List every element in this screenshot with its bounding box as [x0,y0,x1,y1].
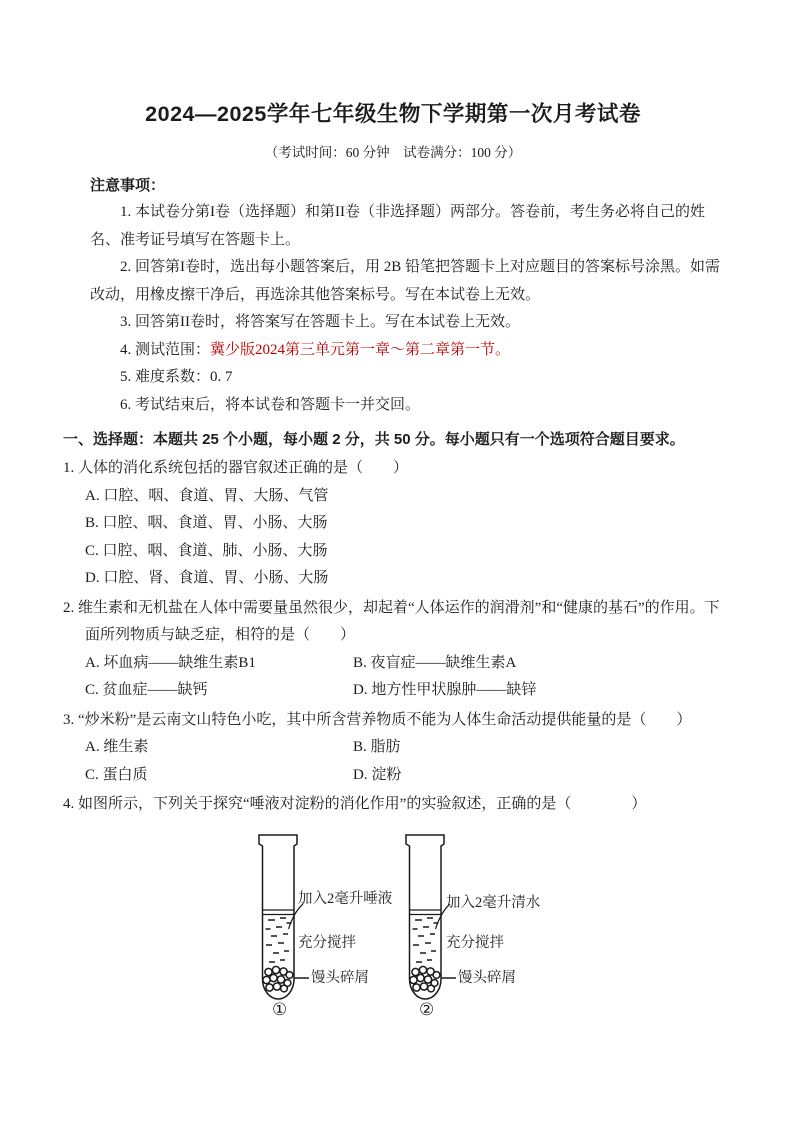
option-a: A. 坏血病——缺维生素B1 [85,654,256,671]
question-text: “炒米粉”是云南文山特色小吃，其中所含营养物质不能为人体生命活动提供能量的是（ ） [78,711,692,728]
liquid-dashes [266,918,292,962]
tube2-crumbs-label: 馒头碎屑 [458,969,516,986]
question-3-stem [63,707,723,735]
test-range-value: 冀少版2024第三单元第一章～第二章第一节。 [210,341,511,358]
question-4-stem [63,791,723,819]
notice-item-4 [90,337,723,365]
notice-item-6: 6. 考试结束后，将本试卷和答题卡一并交回。 [120,396,421,413]
question-text: 人体的消化系统包括的器官叙述正确的是（ ） [78,460,409,476]
option-b: B. 口腔、咽、食道、胃、小肠、大肠 [85,515,328,531]
test-range-label: 4. 测试范围： [120,341,211,358]
option-c: C. 口腔、咽、食道、肺、小肠、大肠 [85,542,328,559]
notice-section [90,173,723,419]
tube-outline [259,835,297,999]
option-d: D. 口腔、肾、食道、胃、小肠、大肠 [85,570,329,586]
tube1-stir-label: 充分搅拌 [298,934,356,951]
tube2-number: ② [419,999,435,1019]
question-2-options [85,650,723,705]
tube1-crumbs-label: 馒头碎屑 [311,969,369,986]
option-a: A. 口腔、咽、食道、胃、大肠、气管 [85,487,329,504]
notice-item-2: 2. 回答第I卷时，选出每小题答案后，用 2B 铅笔把答题卡上对应题目的答案标号涂黑。如需改动，用橡皮擦干净后，再选涂其他答案标号。写在本试卷上无效。 [90,259,721,303]
notice-item-5: 5. 难度系数：0. 7 [120,369,233,385]
question-1 [63,455,723,593]
question-1-options [85,483,723,593]
test-tubes-diagram [258,832,598,1027]
question-2 [63,595,723,705]
option-b: B. 夜盲症——缺维生素A [353,654,517,671]
question-3-options [85,734,723,789]
add-leader-line [289,904,304,929]
experiment-figure [258,832,793,1027]
option-c: C. 蛋白质 [85,766,148,783]
exam-info: （考试时间：60 分钟 试卷满分：100 分） [264,145,522,160]
question-number: 4. [63,796,75,812]
question-2-stem [63,595,723,650]
section-heading: 一、选择题：本题共 25 个小题，每小题 2 分，共 50 分。每小题只有一个选项符合题目要求。 [63,431,685,448]
question-number: 3. [63,711,75,728]
question-number: 2. [63,599,75,616]
page-title: 2024—2025学年七年级生物下学期第一次月考试卷 [145,102,641,126]
crumb-circles [263,966,293,992]
test-tube-shape [259,835,309,999]
test-tube-2-shape [406,835,456,999]
liquid-surface-lines [263,910,295,915]
question-text: 如图所示，下列关于探究“唾液对淀粉的消化作用”的实验叙述，正确的是（ ） [78,796,647,812]
tube2-add-label: 加入2毫升清水 [446,894,541,911]
question-4 [63,791,723,819]
option-d: D. 地方性甲状腺肿——缺锌 [353,682,537,698]
option-c: C. 贫血症——缺钙 [85,682,208,698]
option-d: D. 淀粉 [353,766,402,783]
question-text: 维生素和无机盐在人体中需要量虽然很少，却起着“人体运作的润滑剂”和“健康的基石”的作用。下面所列物质与缺乏症，相符的是（ ） [78,599,720,643]
tube1-number: ① [272,999,288,1019]
question-1-stem [63,455,723,483]
option-a: A. 维生素 [85,739,149,755]
question-number: 1. [63,460,75,476]
option-b: B. 脂肪 [353,739,401,755]
notice-heading: 注意事项： [90,177,166,194]
notice-item-1: 1. 本试卷分第I卷（选择题）和第II卷（非选择题）两部分。答卷前，考生务必将自己的姓名、准考证号填写在答题卡上。 [90,204,705,248]
tube2-stir-label: 充分搅拌 [446,934,504,951]
tube1-add-label: 加入2毫升唾液 [298,890,393,907]
question-3 [63,707,723,790]
notice-item-3: 3. 回答第II卷时，将答案写在答题卡上。写在本试卷上无效。 [120,314,520,330]
